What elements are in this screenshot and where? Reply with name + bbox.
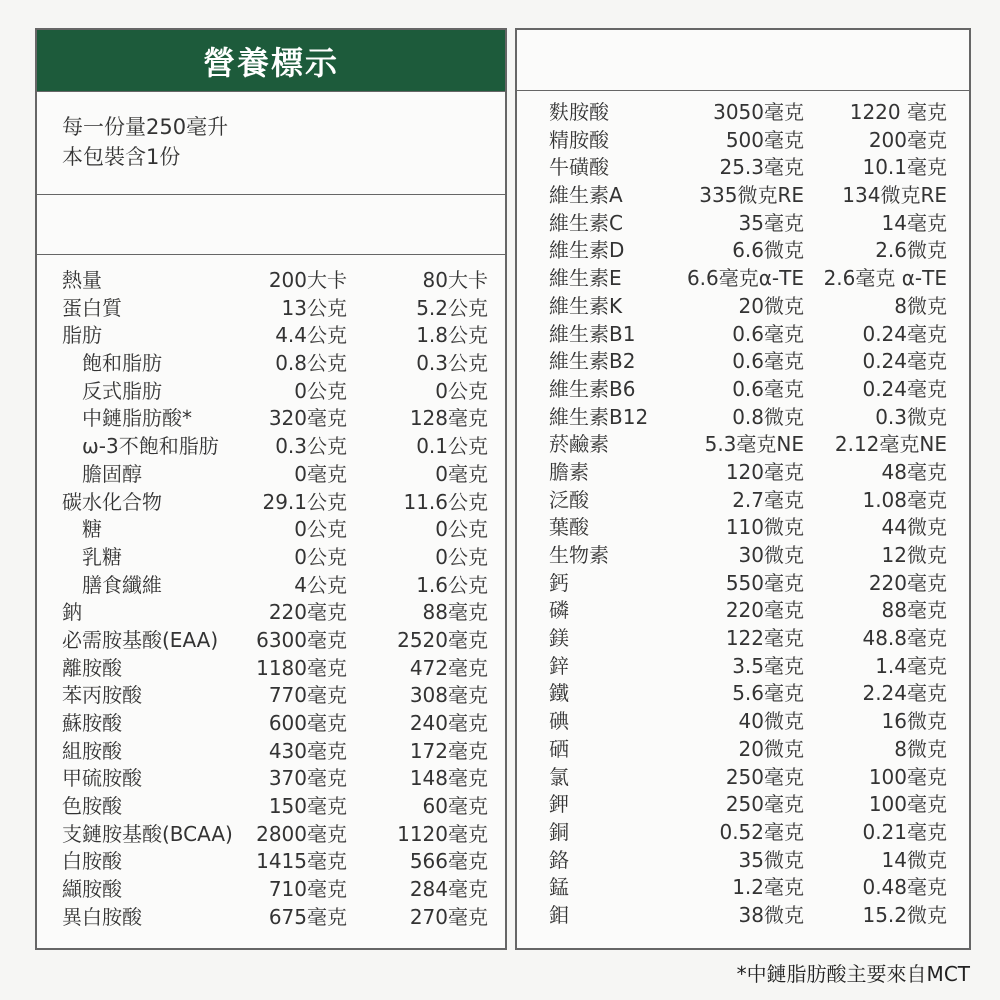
nutrient-row	[37, 516, 505, 544]
nutrient-value-per-pack: 250毫克	[725, 792, 804, 817]
nutrient-name: 鎂	[549, 626, 569, 651]
nutrient-value-per-100ml: 0.24毫克	[862, 321, 947, 346]
nutrient-row	[517, 570, 969, 598]
nutrient-value-per-pack: 6.6毫克α-TE	[686, 266, 804, 291]
nutrient-value-per-100ml: 270毫克	[409, 904, 488, 929]
nutrient-value-per-pack: 35微克	[738, 847, 804, 872]
nutrient-row	[37, 295, 505, 323]
nutrient-name: 飽和脂肪	[82, 351, 162, 376]
divider	[37, 91, 505, 92]
nutrient-name: 必需胺基酸(EAA)	[62, 627, 219, 652]
nutrient-name: 鋅	[549, 653, 569, 678]
nutrient-value-per-pack: 4公克	[294, 572, 347, 597]
nutrient-value-per-100ml: 0.24毫克	[862, 349, 947, 374]
nutrient-value-per-100ml: 0.3公克	[416, 351, 488, 376]
divider	[37, 194, 505, 195]
nutrient-value-per-pack: 38微克	[738, 902, 804, 927]
nutrient-row	[517, 874, 969, 902]
nutrient-value-per-pack: 30微克	[738, 543, 804, 567]
nutrient-value-per-pack: 430毫克	[268, 738, 347, 763]
divider	[37, 254, 505, 255]
nutrient-value-per-pack: 335微克RE	[699, 183, 804, 208]
nutrient-value-per-pack: 0公克	[294, 544, 347, 569]
nutrient-row	[37, 599, 505, 627]
nutrient-value-per-100ml: 284毫克	[409, 877, 488, 902]
nutrient-row	[517, 459, 969, 487]
nutrient-name: 異白胺酸	[62, 904, 142, 929]
nutrient-row	[517, 791, 969, 819]
nutrient-value-per-100ml: 0.21毫克	[862, 819, 947, 844]
nutrient-name: 維生素E	[549, 266, 622, 291]
nutrient-name: 維生素B2	[549, 349, 636, 374]
nutrient-row	[37, 821, 505, 849]
nutrient-value-per-100ml: 0.3微克	[875, 404, 947, 429]
nutrient-row	[37, 876, 505, 904]
nutrient-row	[517, 514, 969, 542]
nutrient-value-per-100ml: 100毫克	[868, 764, 947, 789]
nutrient-value-per-pack: 6300毫克	[256, 627, 347, 652]
nutrient-name: 麩胺酸	[549, 100, 609, 124]
nutrient-name: 蛋白質	[62, 295, 122, 320]
nutrient-name: 葉酸	[549, 515, 589, 540]
nutrient-value-per-pack: 5.3毫克NE	[704, 432, 804, 457]
footnote: *中鏈脂肪酸主要來自MCT	[736, 962, 970, 986]
nutrient-value-per-pack: 500毫克	[725, 127, 804, 152]
nutrient-value-per-100ml: 566毫克	[409, 849, 488, 874]
nutrient-row	[517, 708, 969, 736]
nutrient-row	[37, 848, 505, 876]
nutrient-name: 苯丙胺酸	[62, 683, 142, 708]
nutrient-name: 脂肪	[62, 323, 102, 348]
nutrient-name: 鉬	[549, 902, 569, 927]
nutrient-name: 離胺酸	[62, 655, 122, 680]
nutrient-row	[37, 461, 505, 489]
nutrient-row	[517, 154, 969, 182]
nutrient-value-per-pack: 150毫克	[268, 794, 347, 819]
nutrient-name: 菸鹼素	[549, 432, 609, 457]
nutrient-row	[37, 655, 505, 683]
nutrient-value-per-pack: 0.6毫克	[732, 376, 804, 401]
nutrient-value-per-pack: 3.5毫克	[732, 653, 804, 678]
nutrient-value-per-100ml: 0公克	[435, 378, 488, 403]
nutrient-value-per-100ml: 5.2公克	[416, 295, 488, 320]
nutrient-value-per-100ml: 1120毫克	[397, 821, 488, 846]
nutrient-row	[37, 322, 505, 350]
nutrient-row	[37, 627, 505, 655]
nutrient-name: 生物素	[549, 543, 609, 567]
nutrient-row	[517, 653, 969, 681]
nutrient-row	[37, 710, 505, 738]
nutrient-row	[37, 738, 505, 766]
nutrient-table-left	[37, 267, 505, 932]
nutrient-value-per-100ml: 100毫克	[868, 792, 947, 817]
nutrient-name: 錳	[549, 875, 569, 900]
nutrient-value-per-pack: 0.3公克	[275, 434, 347, 459]
nutrient-value-per-pack: 122毫克	[725, 626, 804, 651]
nutrient-name: ω-3不飽和脂肪	[82, 434, 219, 459]
nutrient-value-per-100ml: 48毫克	[881, 459, 947, 484]
nutrient-name: 膳食纖維	[82, 572, 162, 597]
nutrient-value-per-100ml: 128毫克	[409, 406, 488, 431]
nutrient-name: 精胺酸	[549, 127, 609, 152]
nutrient-value-per-pack: 4.4公克	[275, 323, 347, 348]
nutrient-value-per-100ml: 11.6公克	[403, 489, 488, 514]
nutrient-value-per-pack: 710毫克	[268, 877, 347, 902]
nutrient-value-per-pack: 370毫克	[268, 766, 347, 791]
nutrient-row	[517, 210, 969, 238]
nutrient-value-per-pack: 220毫克	[725, 598, 804, 623]
nutrient-value-per-pack: 0.6毫克	[732, 321, 804, 346]
nutrient-name: 鈉	[62, 600, 82, 625]
nutrient-value-per-100ml: 14微克	[881, 847, 947, 872]
nutrient-name: 甲硫胺酸	[62, 766, 142, 791]
nutrient-name: 膽素	[549, 459, 589, 484]
nutrient-name: 維生素A	[549, 183, 623, 208]
nutrient-value-per-100ml: 2.6毫克 α-TE	[823, 266, 947, 291]
nutrient-value-per-pack: 3050毫克	[713, 100, 804, 124]
nutrient-row	[37, 904, 505, 932]
serving-info	[62, 112, 228, 172]
nutrient-value-per-100ml: 0公克	[435, 544, 488, 569]
nutrient-name: 膽固醇	[82, 461, 142, 486]
nutrient-name: 中鏈脂肪酸*	[82, 406, 192, 431]
nutrient-value-per-pack: 2.7毫克	[732, 487, 804, 512]
nutrient-row	[517, 293, 969, 321]
nutrient-name: 碘	[549, 709, 569, 734]
nutrient-name: 鉀	[549, 792, 569, 817]
nutrient-name: 牛磺酸	[549, 155, 609, 180]
nutrient-value-per-pack: 13公克	[281, 295, 347, 320]
nutrient-value-per-100ml: 44微克	[881, 515, 947, 540]
nutrient-row	[37, 682, 505, 710]
nutrient-row	[37, 572, 505, 600]
nutrient-row	[517, 182, 969, 210]
nutrient-name: 色胺酸	[62, 794, 122, 819]
nutrient-value-per-100ml: 0公克	[435, 517, 488, 542]
nutrient-row	[37, 793, 505, 821]
nutrient-row	[517, 847, 969, 875]
nutrient-row	[37, 489, 505, 517]
nutrient-value-per-100ml: 172毫克	[409, 738, 488, 763]
nutrient-value-per-pack: 2800毫克	[256, 821, 347, 846]
divider	[517, 90, 969, 91]
nutrient-value-per-100ml: 8微克	[894, 293, 947, 318]
nutrient-row	[37, 267, 505, 295]
nutrient-row	[517, 736, 969, 764]
nutrient-value-per-100ml: 1.8公克	[416, 323, 488, 348]
nutrient-name: 蘇胺酸	[62, 711, 122, 735]
nutrient-value-per-pack: 1.2毫克	[732, 875, 804, 900]
nutrient-value-per-pack: 250毫克	[725, 764, 804, 789]
nutrition-panel-left	[35, 28, 507, 950]
nutrient-value-per-pack: 35毫克	[738, 210, 804, 235]
nutrient-row	[517, 404, 969, 432]
nutrition-title: 營養標示	[37, 30, 505, 91]
nutrient-name: 熱量	[62, 268, 102, 292]
nutrient-value-per-pack: 600毫克	[268, 711, 347, 735]
nutrient-value-per-pack: 20微克	[738, 736, 804, 761]
nutrient-row	[517, 487, 969, 515]
nutrient-value-per-100ml: 8微克	[894, 736, 947, 761]
nutrient-value-per-100ml: 472毫克	[409, 655, 488, 680]
nutrient-name: 組胺酸	[62, 738, 122, 763]
nutrient-value-per-100ml: 14毫克	[881, 210, 947, 235]
nutrient-name: 乳糖	[82, 544, 122, 569]
nutrient-value-per-pack: 25.3毫克	[719, 155, 804, 180]
nutrient-value-per-pack: 0毫克	[294, 461, 347, 486]
nutrient-value-per-pack: 0.8微克	[732, 404, 804, 429]
nutrient-name: 鈣	[549, 570, 569, 595]
nutrient-row	[37, 378, 505, 406]
servings-per-pack: 本包裝含1份	[62, 145, 181, 169]
nutrient-row	[37, 350, 505, 378]
nutrient-value-per-pack: 675毫克	[268, 904, 347, 929]
nutrient-value-per-pack: 5.6毫克	[732, 681, 804, 706]
nutrient-name: 纈胺酸	[62, 877, 122, 902]
nutrient-value-per-pack: 200大卡	[268, 268, 347, 292]
nutrient-name: 維生素C	[549, 210, 623, 235]
nutrient-value-per-100ml: 1220 毫克	[849, 100, 947, 124]
nutrient-name: 氯	[549, 764, 569, 789]
nutrient-name: 鐵	[549, 681, 569, 706]
nutrient-value-per-pack: 220毫克	[268, 600, 347, 625]
nutrient-value-per-pack: 0.8公克	[275, 351, 347, 376]
nutrient-name: 維生素D	[549, 238, 625, 263]
nutrient-value-per-100ml: 220毫克	[868, 570, 947, 595]
nutrient-row	[517, 376, 969, 404]
nutrient-name: 硒	[549, 736, 569, 761]
nutrient-name: 支鏈胺基酸(BCAA)	[62, 821, 233, 846]
nutrient-value-per-100ml: 80大卡	[422, 268, 488, 292]
nutrient-value-per-100ml: 200毫克	[868, 127, 947, 152]
nutrient-name: 銅	[549, 819, 569, 844]
nutrient-value-per-100ml: 2520毫克	[397, 627, 488, 652]
nutrient-value-per-100ml: 308毫克	[409, 683, 488, 708]
nutrient-row	[517, 348, 969, 376]
nutrient-name: 維生素K	[549, 293, 623, 318]
nutrient-row	[37, 405, 505, 433]
nutrient-row	[517, 764, 969, 792]
nutrient-row	[517, 127, 969, 155]
nutrient-value-per-pack: 320毫克	[268, 406, 347, 431]
nutrient-row	[517, 597, 969, 625]
nutrient-value-per-100ml: 148毫克	[409, 766, 488, 791]
serving-size: 每一份量250毫升	[62, 115, 229, 139]
nutrient-name: 鉻	[549, 847, 569, 872]
nutrient-row	[37, 765, 505, 793]
nutrient-value-per-pack: 0.52毫克	[719, 819, 804, 844]
nutrient-name: 維生素B12	[549, 404, 649, 429]
nutrient-value-per-100ml: 2.24毫克	[862, 681, 947, 706]
nutrient-row	[517, 542, 969, 570]
nutrient-name: 反式脂肪	[82, 378, 162, 403]
nutrient-value-per-pack: 120毫克	[725, 459, 804, 484]
nutrient-value-per-100ml: 2.12毫克NE	[834, 432, 947, 457]
nutrient-row	[517, 321, 969, 349]
nutrient-value-per-100ml: 0.24毫克	[862, 376, 947, 401]
nutrient-row	[37, 544, 505, 572]
nutrient-row	[517, 680, 969, 708]
nutrient-value-per-pack: 550毫克	[725, 570, 804, 595]
nutrient-value-per-100ml: 0.1公克	[416, 434, 488, 459]
nutrient-value-per-100ml: 0.48毫克	[862, 875, 947, 900]
nutrient-value-per-100ml: 240毫克	[409, 711, 488, 735]
nutrient-value-per-pack: 6.6微克	[732, 238, 804, 263]
nutrient-name: 糖	[82, 517, 102, 542]
nutrient-value-per-100ml: 60毫克	[422, 794, 488, 819]
nutrient-value-per-100ml: 1.4毫克	[875, 653, 947, 678]
nutrient-name: 磷	[549, 598, 569, 623]
nutrient-value-per-pack: 40微克	[738, 709, 804, 734]
nutrient-value-per-100ml: 12微克	[881, 543, 947, 567]
nutrient-value-per-100ml: 16微克	[881, 709, 947, 734]
nutrient-row	[517, 431, 969, 459]
nutrient-value-per-100ml: 15.2微克	[862, 902, 947, 927]
nutrient-table-right	[517, 99, 969, 930]
nutrient-row	[517, 819, 969, 847]
nutrient-name: 泛酸	[549, 487, 589, 512]
nutrient-name: 碳水化合物	[62, 489, 162, 514]
nutrient-value-per-100ml: 0毫克	[435, 461, 488, 486]
nutrition-panel-right	[515, 28, 971, 950]
nutrient-value-per-pack: 0公克	[294, 378, 347, 403]
nutrient-value-per-100ml: 88毫克	[422, 600, 488, 625]
nutrient-value-per-100ml: 88毫克	[881, 598, 947, 623]
nutrient-value-per-pack: 1415毫克	[256, 849, 347, 874]
nutrient-value-per-100ml: 1.08毫克	[862, 487, 947, 512]
nutrient-value-per-pack: 29.1公克	[262, 489, 347, 514]
nutrient-value-per-100ml: 2.6微克	[875, 238, 947, 263]
nutrient-value-per-pack: 110微克	[725, 515, 804, 540]
nutrient-name: 維生素B1	[549, 321, 636, 346]
nutrient-value-per-100ml: 1.6公克	[416, 572, 488, 597]
nutrient-row	[517, 625, 969, 653]
nutrient-value-per-pack: 1180毫克	[256, 655, 347, 680]
nutrient-value-per-pack: 770毫克	[268, 683, 347, 708]
nutrient-row	[517, 237, 969, 265]
nutrient-row	[37, 433, 505, 461]
nutrient-name: 白胺酸	[62, 849, 122, 874]
nutrient-row	[517, 99, 969, 127]
nutrient-value-per-pack: 20微克	[738, 293, 804, 318]
nutrient-name: 維生素B6	[549, 376, 636, 401]
nutrient-row	[517, 265, 969, 293]
nutrient-value-per-100ml: 134微克RE	[842, 183, 947, 208]
nutrient-value-per-100ml: 48.8毫克	[862, 626, 947, 651]
nutrient-value-per-pack: 0公克	[294, 517, 347, 542]
nutrient-value-per-pack: 0.6毫克	[732, 349, 804, 374]
nutrient-value-per-100ml: 10.1毫克	[862, 155, 947, 180]
nutrient-row	[517, 902, 969, 930]
